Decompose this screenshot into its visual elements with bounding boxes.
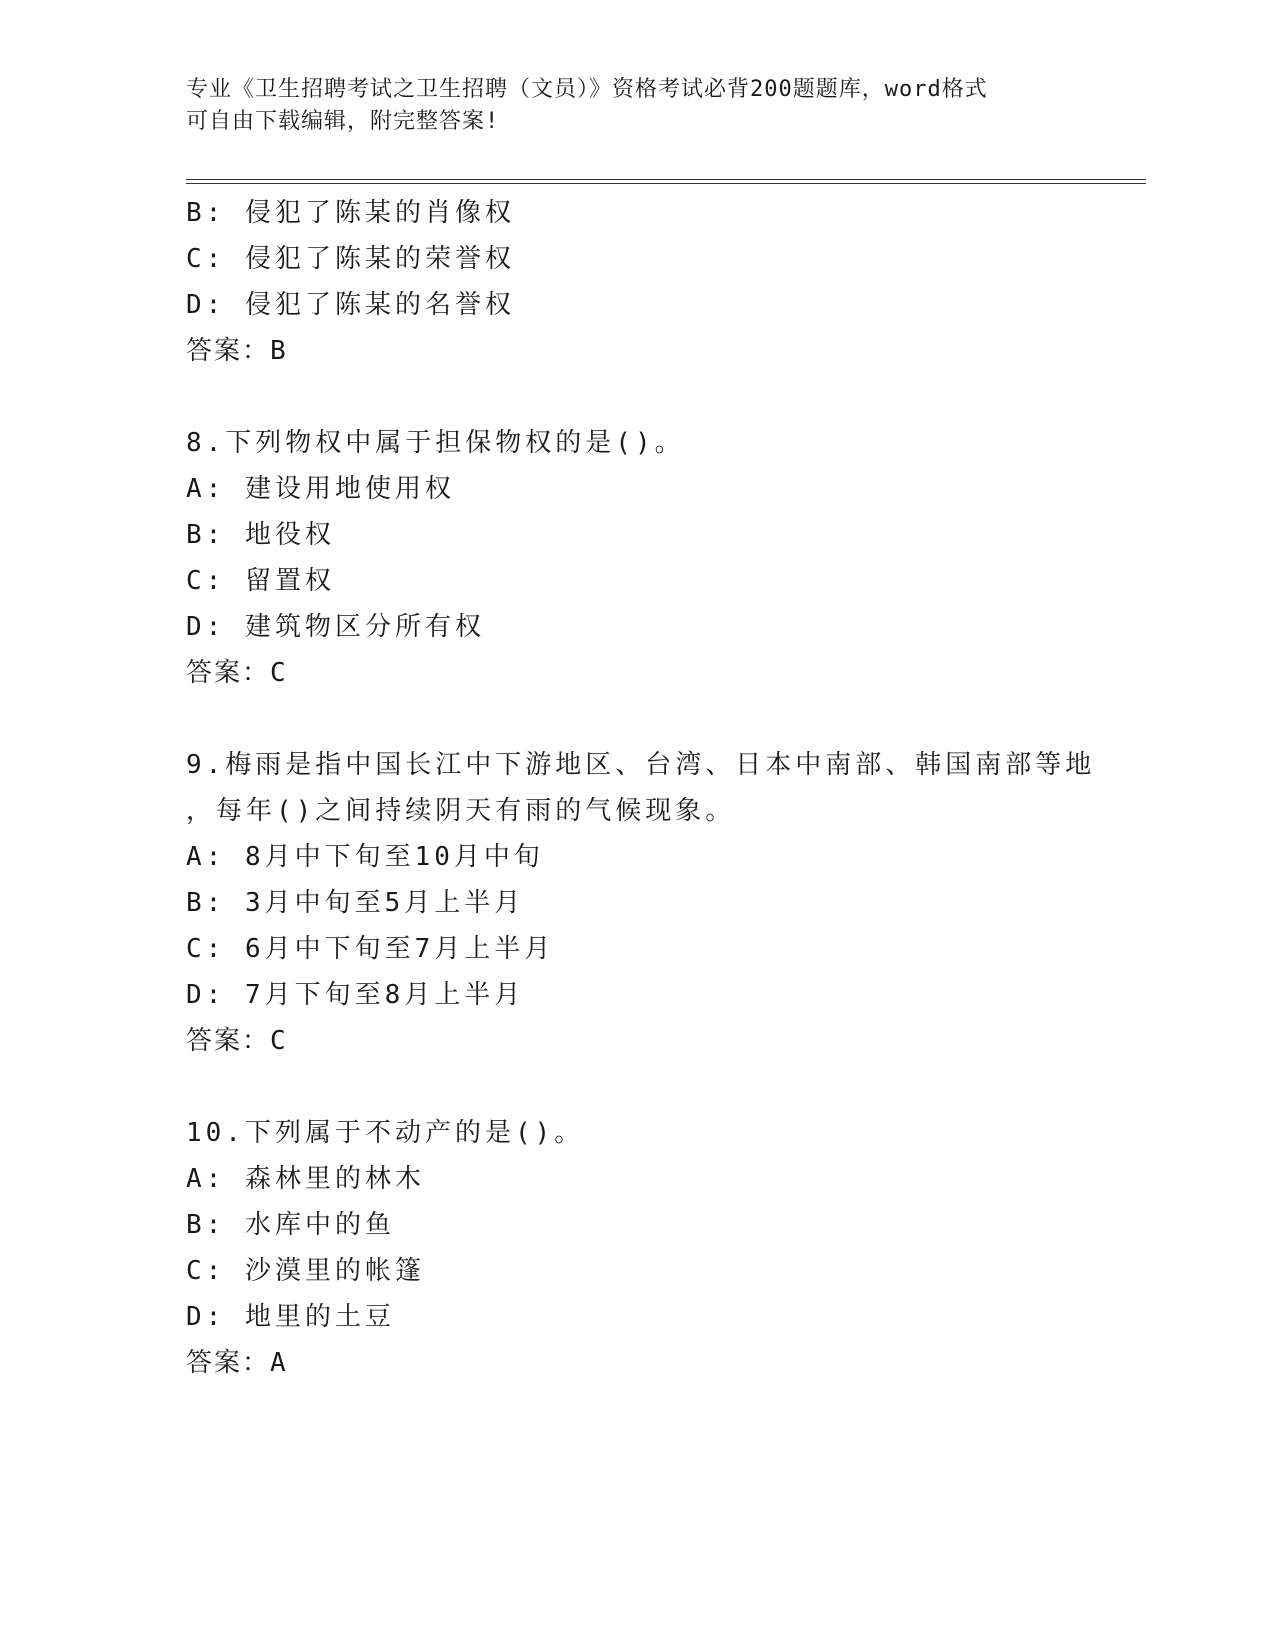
q10-option-b: B: 水库中的鱼 xyxy=(186,1210,395,1240)
q8-answer: 答案：C xyxy=(186,658,288,688)
q9-option-c: C: 6月中下旬至7月上半月 xyxy=(186,934,555,964)
q9-stem-line-2: ，每年()之间持续阴天有雨的气候现象。 xyxy=(186,796,736,826)
header-line-2: 可自由下载编辑，附完整答案! xyxy=(186,109,500,134)
document-header xyxy=(186,74,1086,138)
q8-option-b: B: 地役权 xyxy=(186,520,335,550)
question-7-tail xyxy=(186,190,1146,374)
q10-option-a: A: 森林里的林木 xyxy=(186,1164,425,1194)
q9-option-a: A: 8月中下旬至10月中旬 xyxy=(186,842,544,872)
q10-stem: 10.下列属于不动产的是()。 xyxy=(186,1118,585,1148)
document-body xyxy=(186,190,1146,1386)
q8-option-d: D: 建筑物区分所有权 xyxy=(186,612,485,642)
q8-stem: 8.下列物权中属于担保物权的是()。 xyxy=(186,428,685,458)
q8-option-c: C: 留置权 xyxy=(186,566,335,596)
header-line-1: 专业《卫生招聘考试之卫生招聘（文员）》资格考试必背200题题库，word格式 xyxy=(186,77,988,102)
spacer xyxy=(186,696,1146,742)
header-divider-top xyxy=(186,179,1146,180)
question-9 xyxy=(186,742,1146,1064)
q7-option-d: D: 侵犯了陈某的名誉权 xyxy=(186,290,515,320)
q8-option-a: A: 建设用地使用权 xyxy=(186,474,455,504)
q10-option-d: D: 地里的土豆 xyxy=(186,1302,395,1332)
question-10 xyxy=(186,1110,1146,1386)
q7-option-b: B: 侵犯了陈某的肖像权 xyxy=(186,198,515,228)
spacer xyxy=(186,1064,1146,1110)
q10-option-c: C: 沙漠里的帐篷 xyxy=(186,1256,425,1286)
q9-stem-line-1: 9.梅雨是指中国长江中下游地区、台湾、日本中南部、韩国南部等地 xyxy=(186,750,1096,780)
q9-answer: 答案：C xyxy=(186,1026,288,1056)
header-divider-bottom xyxy=(186,183,1146,184)
q9-option-b: B: 3月中旬至5月上半月 xyxy=(186,888,525,918)
q7-answer: 答案：B xyxy=(186,336,288,366)
spacer xyxy=(186,374,1146,420)
q9-option-d: D: 7月下旬至8月上半月 xyxy=(186,980,525,1010)
question-8 xyxy=(186,420,1146,696)
q7-option-c: C: 侵犯了陈某的荣誉权 xyxy=(186,244,515,274)
q10-answer: 答案：A xyxy=(186,1348,288,1378)
